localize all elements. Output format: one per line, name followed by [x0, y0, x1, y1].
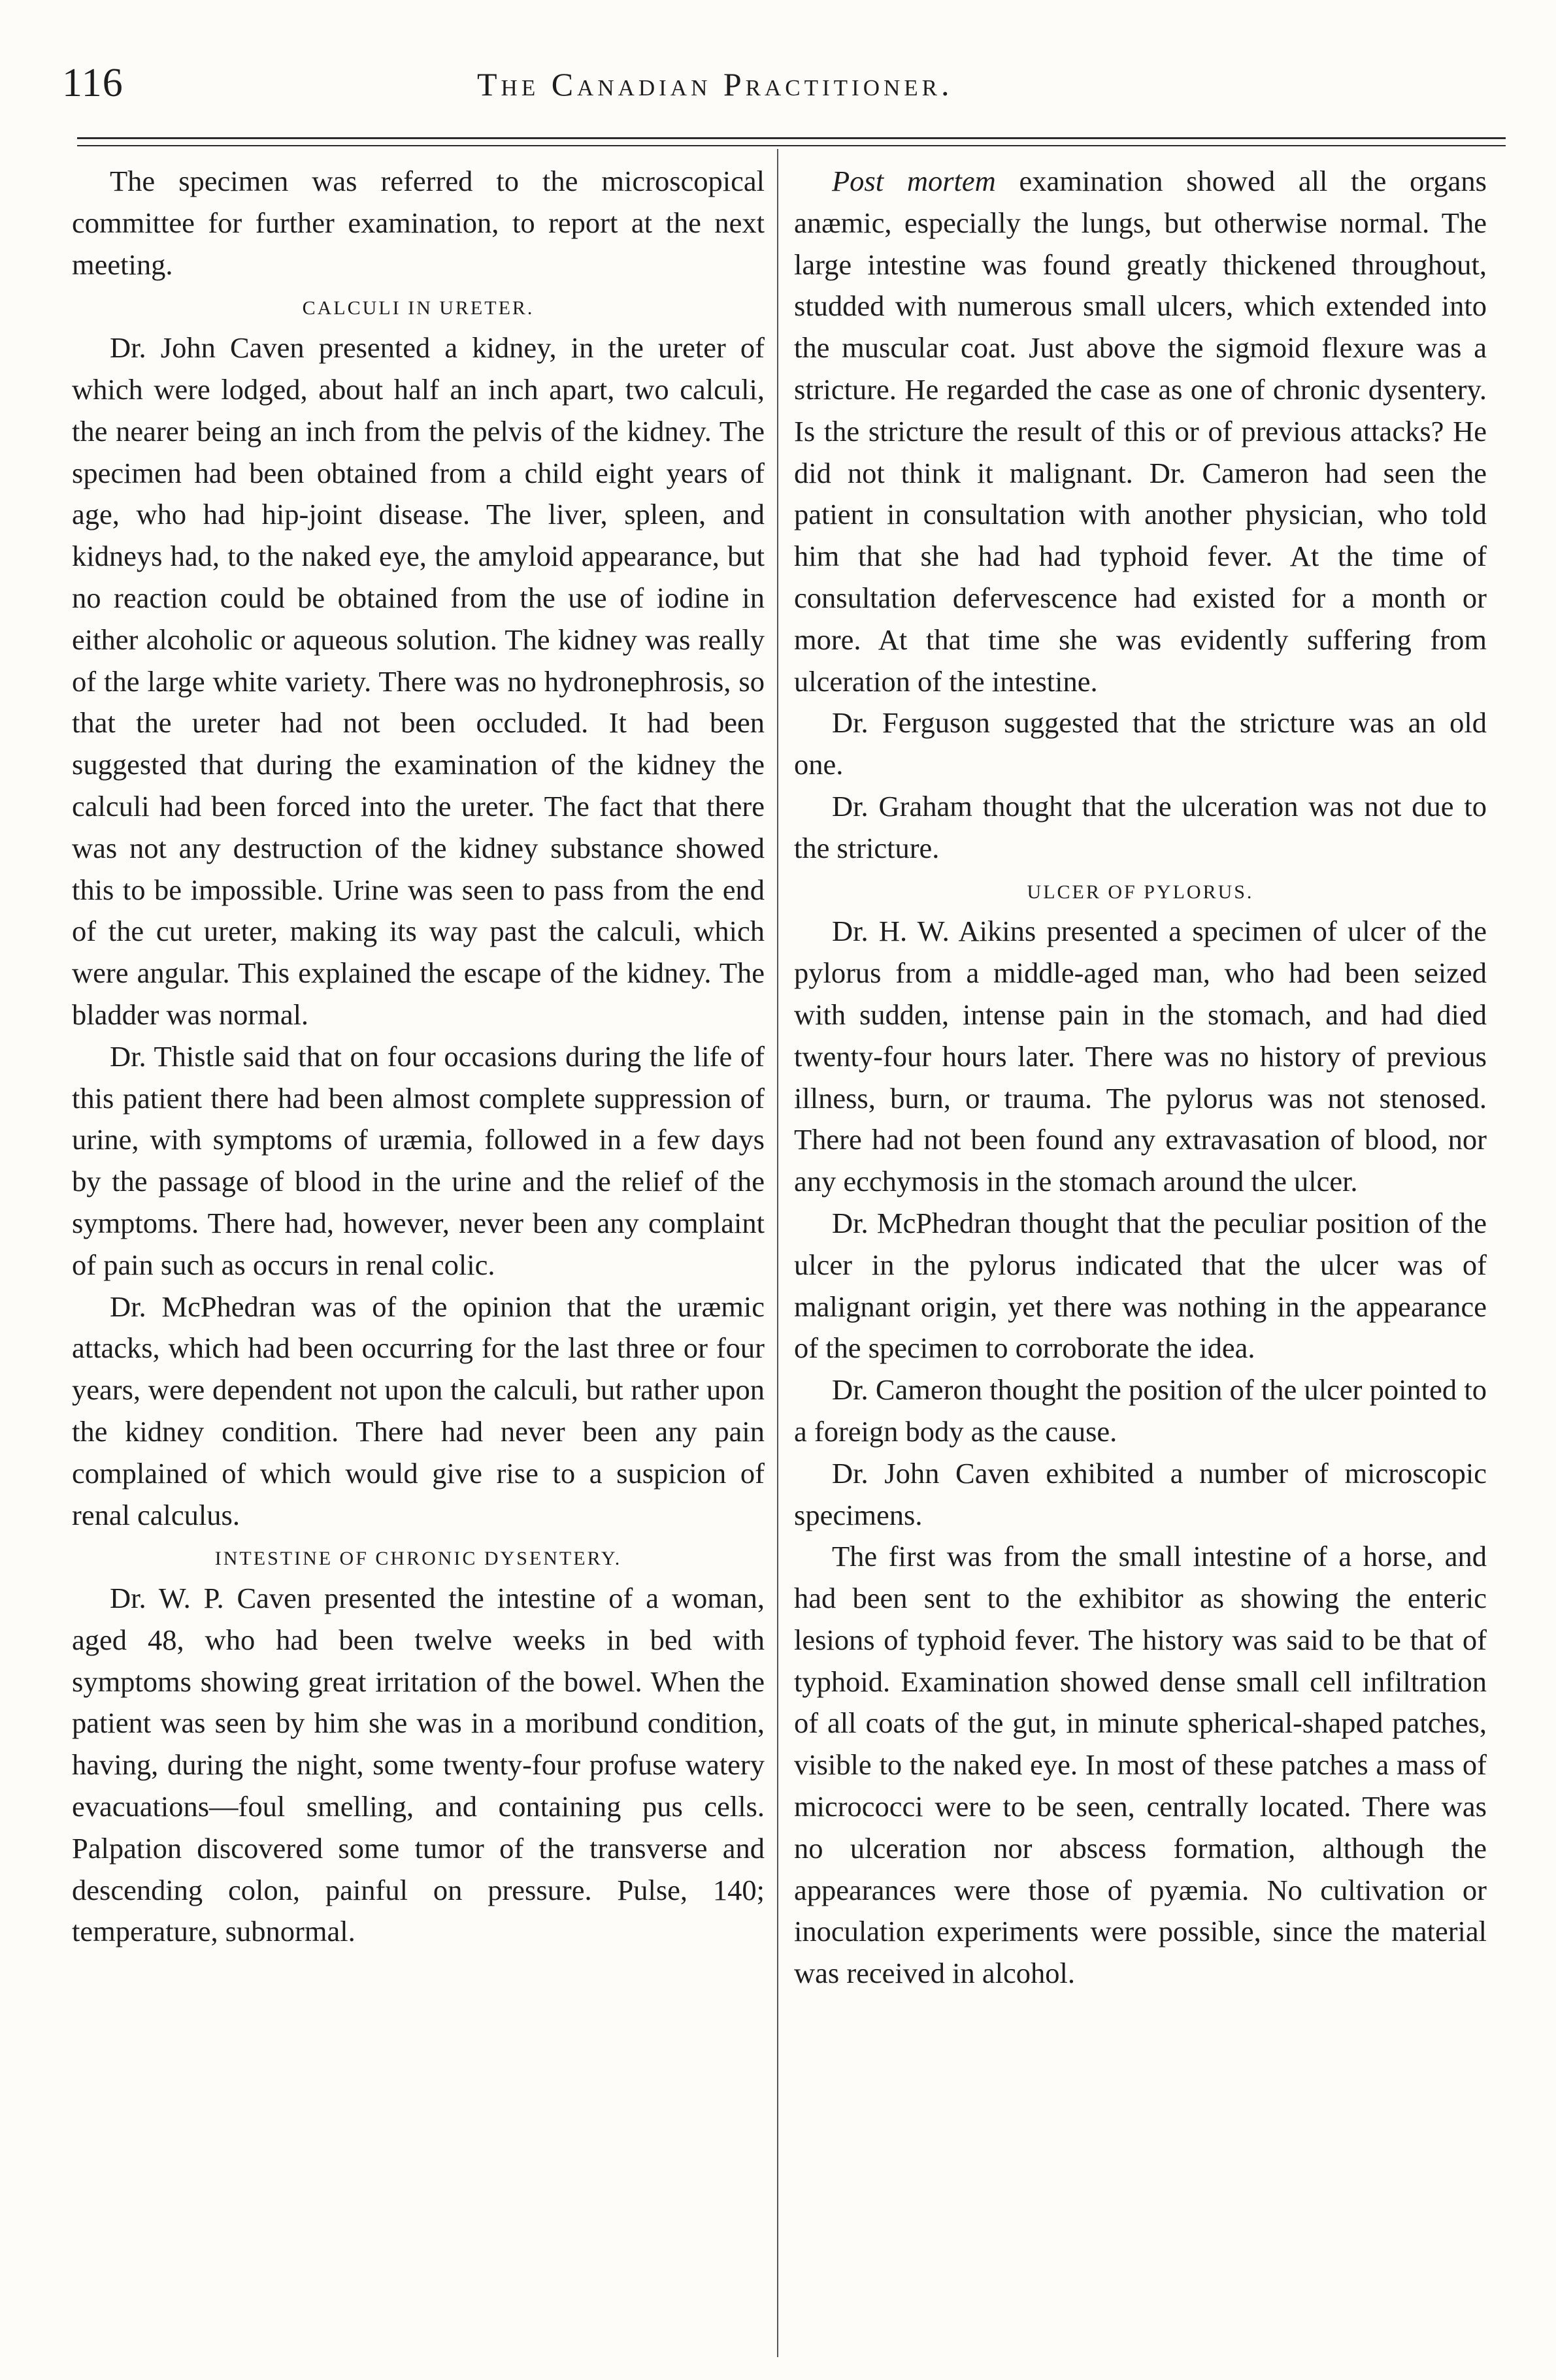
paragraph-calculi-ureter: Dr. John Caven presented a kidney, in the ureter of which were lodged, about half an inch apart, two calculi, the nearer being an inch from the pelvis of the kidney. The specimen had been obtained from a child eight years of age, who had hip-joint disease. The liver, spleen, and kidneys had, to the naked eye, the amyloid appearance, but no reaction could be obtained from the use of iodine in either alcoholic or aqueous solution. The kidney was really of the large white variety. There was no hydronephrosis, so that the ureter had not been occluded. It had been suggested that during the examination of the kidney the calculi had been forced into the ureter. The fact that there was not any destruction of the kidney substance showed this to be impossible. Urine was seen to pass from the end of the cut ureter, making its way past the calculi, which were angular. This explained the escape of the kidney. The bladder was normal.: [72, 331, 765, 1031]
column-divider: [777, 149, 778, 2357]
paragraph-specimen-referred: The specimen was referred to the microscopical committee for further examination, to report at the next meeting.: [72, 165, 765, 281]
header-rule: [77, 137, 1506, 139]
paragraph-graham: Dr. Graham thought that the ulceration was not due to the stricture.: [794, 789, 1487, 864]
paragraph-mcphedran-uraemic: Dr. McPhedran was of the opinion that the uræmic attacks, which had been occurring for the last three or four years, were dependent not upon the calculi, but rather upon the kidney condition. There had never been any pain complained of which would give rise to a suspicion of renal calculus.: [72, 1290, 765, 1531]
section-heading-calculi: CALCULI IN URETER.: [302, 297, 535, 319]
right-column: [794, 161, 1487, 1995]
paragraph-ferguson: Dr. Ferguson suggested that the stricture was an old one.: [794, 706, 1487, 781]
running-title: The Canadian Practitioner.: [477, 66, 953, 103]
left-column: [72, 161, 765, 1953]
paragraph-cameron-ulcer: Dr. Cameron thought the position of the ulcer pointed to a foreign body as the cause.: [794, 1373, 1487, 1448]
paragraph-horse-intestine: The first was from the small intestine of a horse, and had been sent to the exhibitor as showing the enteric lesions of typhoid fever. The history was said to be that of typhoid. Examination showed dense small cell infiltration of all coats of the gut, in minute spherical-shaped patches, visible to the naked eye. In most of these patches a mass of micrococci were to be seen, centrally located. There was no ulceration nor abscess formation, although the appearances were those of pyæmia. No cultivation or inoculation experiments were possible, since the material was received in alcohol.: [794, 1540, 1487, 1990]
paragraph-wp-caven: Dr. W. P. Caven presented the intestine of a woman, aged 48, who had been twelve weeks in bed with symptoms showing great irritation of the bowel. When the patient was seen by him she was in a moribund condition, having, during the night, some twenty-four profuse watery evacuations—foul smelling, and containing pus cells. Palpation discovered some tumor of the transverse and descending colon, painful on pressure. Pulse, 140; temperature, subnormal.: [72, 1582, 765, 1948]
post-mortem-italic: Post mortem: [832, 165, 996, 197]
section-heading-pylorus: ULCER OF PYLORUS.: [1027, 881, 1254, 903]
paragraph-aikins: Dr. H. W. Aikins presented a specimen of ulcer of the pylorus from a middle-aged man, who had been seized with sudden, intense pain in the stomach, and had died twenty-four hours later. There was no history of previous illness, burn, or trauma. The pylorus was not stenosed. There had not been found any extravasation of blood, nor any ecchymosis in the stomach around the ulcer.: [794, 915, 1487, 1198]
paragraph-mcphedran-ulcer: Dr. McPhedran thought that the peculiar position of the ulcer in the pylorus indicated that the ulcer was of malignant origin, yet there was nothing in the appearance of the specimen to corroborate the idea.: [794, 1206, 1487, 1365]
paragraph-john-caven-specimens: Dr. John Caven exhibited a number of microscopic specimens.: [794, 1456, 1487, 1531]
page-number: 116: [62, 61, 124, 105]
section-heading-dysentery: INTESTINE OF CHRONIC DYSENTERY.: [214, 1548, 622, 1570]
header-rule-thin: [77, 145, 1506, 146]
paragraph-thistle: Dr. Thistle said that on four occasions during the life of this patient there had been almost complete suppression of urine, with symptoms of uræmia, followed in a few days by the passage of blood in the urine and the relief of the symptoms. There had, however, never been any complaint of pain such as occurs in renal colic.: [72, 1039, 765, 1281]
post-mortem-text: examination showed all the organs anæmic, especially the lungs, but otherwise normal. The large intestine was found greatly thickened throughout, studded with numerous small ulcers, which extended into the muscular coat. Just above the sigmoid flexure was a stricture. He regarded the case as one of chronic dysentery. Is the stricture the result of this or of previous attacks? He did not think it malignant. Dr. Cameron had seen the patient in consultation with another physician, who told him that she had had typhoid fever. At the time of consultation defervescence had existed for a month or more. At that time she was evidently suffering from ulceration of the intestine.: [794, 165, 1487, 698]
paragraph-post-mortem: [794, 161, 1487, 702]
